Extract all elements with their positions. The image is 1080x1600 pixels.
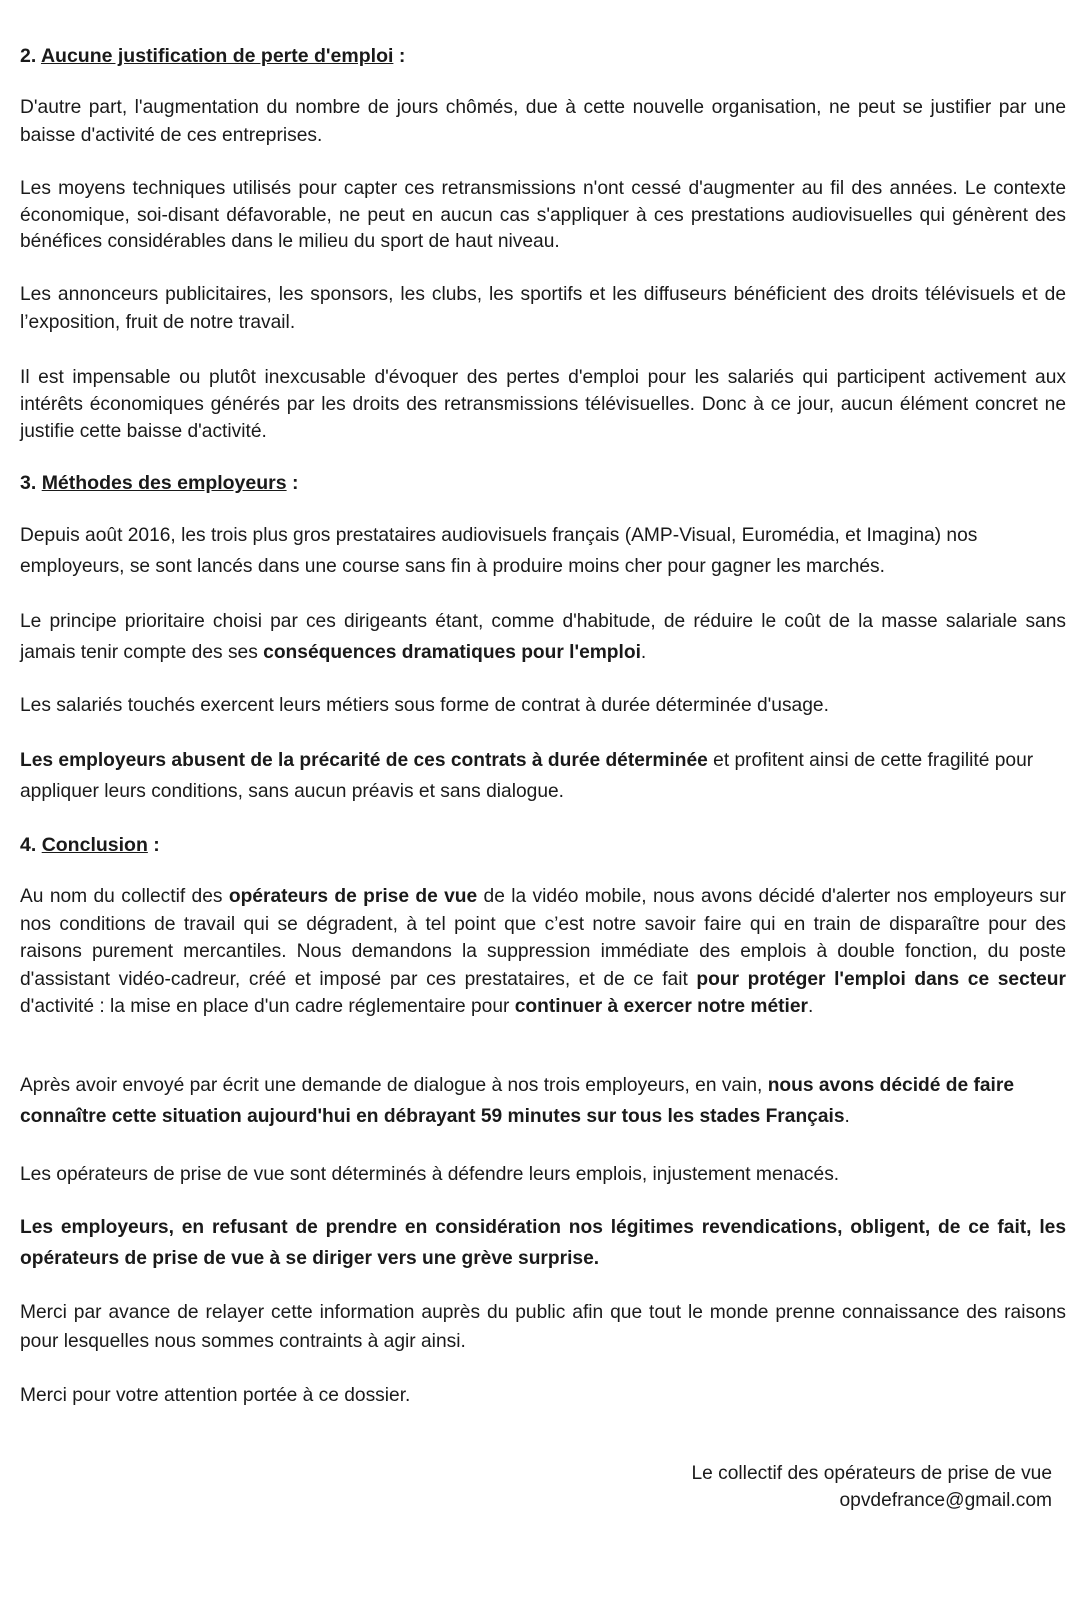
- section-4-number: 4.: [20, 834, 37, 856]
- paragraph-10-text-a: Après avoir envoyé par écrit une demande de dialogue à nos trois employeurs, en vain,: [20, 1075, 768, 1096]
- section-3-title: Méthodes des employeurs: [41, 472, 287, 494]
- paragraph-8-text: et profitent ainsi de cette fragilité pour appliquer leurs conditions, sans aucun préavis et sans dialogue.: [20, 750, 1034, 802]
- paragraph-10-bold: nous avons décidé de faire connaître cette situation aujourd'hui en débrayant 59 minutes sur tous les stades Français: [20, 1075, 1015, 1127]
- section-3-number: 3.: [20, 472, 37, 494]
- paragraph-8-bold: Les employeurs abusent de la précarité de ces contrats à durée déterminée: [20, 750, 708, 771]
- paragraph-1: D'autre part, l'augmentation du nombre de jours chômés, due à cette nouvelle organisation, ne peut se justifier par une baisse d'activité de ces entreprises.: [20, 97, 1066, 146]
- section-3-heading: [20, 470, 299, 497]
- paragraph-2: Les moyens techniques utilisés pour capter ces retransmissions n'ont cessé d'augmenter au fil des années. Le contexte économique, soi-disant défavorable, ne peut en aucun cas s'appliquer à ces prestations audiovisuelles qui génèrent des bénéfices considérables dans le milieu du sport de haut niveau.: [20, 178, 1066, 252]
- paragraph-12: Les employeurs, en refusant de prendre en considération nos légitimes revendications, obligent, de ce fait, les opérateurs de prise de vue à se diriger vers une grève surprise.: [20, 1217, 1066, 1269]
- section-2-suffix: :: [393, 45, 406, 67]
- section-3-suffix: :: [286, 472, 299, 494]
- paragraph-9-text-e: d'activité : la mise en place d'un cadre réglementaire pour: [20, 996, 515, 1017]
- paragraph-14: Merci pour votre attention portée à ce dossier.: [20, 1385, 411, 1406]
- section-2-number: 2.: [20, 45, 37, 67]
- paragraph-6: [20, 606, 1066, 668]
- paragraph-9-text-g: .: [808, 996, 814, 1017]
- section-4-heading: [20, 832, 160, 859]
- paragraph-7: Les salariés touchés exercent leurs métiers sous forme de contrat à durée déterminée d'usage.: [20, 695, 829, 716]
- paragraph-9-bold-f: continuer à exercer notre métier: [514, 996, 809, 1017]
- paragraph-4: Il est impensable ou plutôt inexcusable d'évoquer des pertes d'emploi pour les salariés qui participent activement aux intérêts économiques générés par les droits des retransmissions télévisuelles. Donc à ce jour, aucun élément concret ne justifie cette baisse d'activité.: [20, 367, 1066, 442]
- paragraph-6-text-a: Le principe prioritaire choisi par ces dirigeants étant, comme d'habitude, de réduire le coût de la masse salariale sans jamais tenir compte des ses: [20, 611, 1066, 663]
- paragraph-9: [20, 883, 1066, 1021]
- section-4-suffix: :: [147, 834, 160, 856]
- paragraph-9-text-a: Au nom du collectif des: [20, 886, 229, 907]
- paragraph-13: Merci par avance de relayer cette information auprès du public afin que tout le monde prenne connaissance des raisons pour lesquelles nous sommes contraints à agir ainsi.: [20, 1302, 1066, 1352]
- paragraph-6-bold: conséquences dramatiques pour l'emploi: [263, 642, 641, 663]
- paragraph-3: Les annonceurs publicitaires, les sponsors, les clubs, les sportifs et les diffuseurs bénéficient des droits télévisuels et de l’exposition, fruit de notre travail.: [20, 284, 1066, 333]
- section-4-title: Conclusion: [41, 834, 148, 856]
- section-2-title: Aucune justification de perte d'emploi: [40, 45, 394, 67]
- paragraph-11: Les opérateurs de prise de vue sont déterminés à défendre leurs emplois, injustement menacés.: [20, 1164, 840, 1185]
- paragraph-5: Depuis août 2016, les trois plus gros prestataires audiovisuels français (AMP-Visual, Euromédia, et Imagina) nos employeurs, se sont lancés dans une course sans fin à produire moins cher pour gagner les marchés.: [20, 525, 978, 577]
- signature-block: [691, 1460, 1052, 1514]
- paragraph-9-bold-d: pour protéger l'emploi dans ce secteur: [696, 968, 1066, 990]
- paragraph-9-text-c: de la vidéo mobile, nous avons décidé d'alerter nos employeurs sur nos conditions de travail qui se dégradent, à tel point que c’est notre savoir faire qui en train de disparaître pour des raisons purement mercantiles. Nous demandons la suppression immédiate des emplois à double fonction, du poste d'assistant vidéo-cadreur, créé et imposé par ces prestataires, et de ce fait: [20, 886, 1066, 990]
- paragraph-9-bold-a: opérateurs de prise de vue: [228, 886, 478, 907]
- section-2-heading: [20, 43, 405, 70]
- paragraph-6-text-c: .: [640, 642, 647, 663]
- paragraph-10: [20, 1070, 1066, 1132]
- signature-name: Le collectif des opérateurs de prise de vue: [691, 1463, 1052, 1484]
- paragraph-10-text-c: .: [844, 1106, 850, 1127]
- signature-email: opvdefrance@gmail.com: [839, 1490, 1052, 1511]
- paragraph-8: [20, 745, 1066, 807]
